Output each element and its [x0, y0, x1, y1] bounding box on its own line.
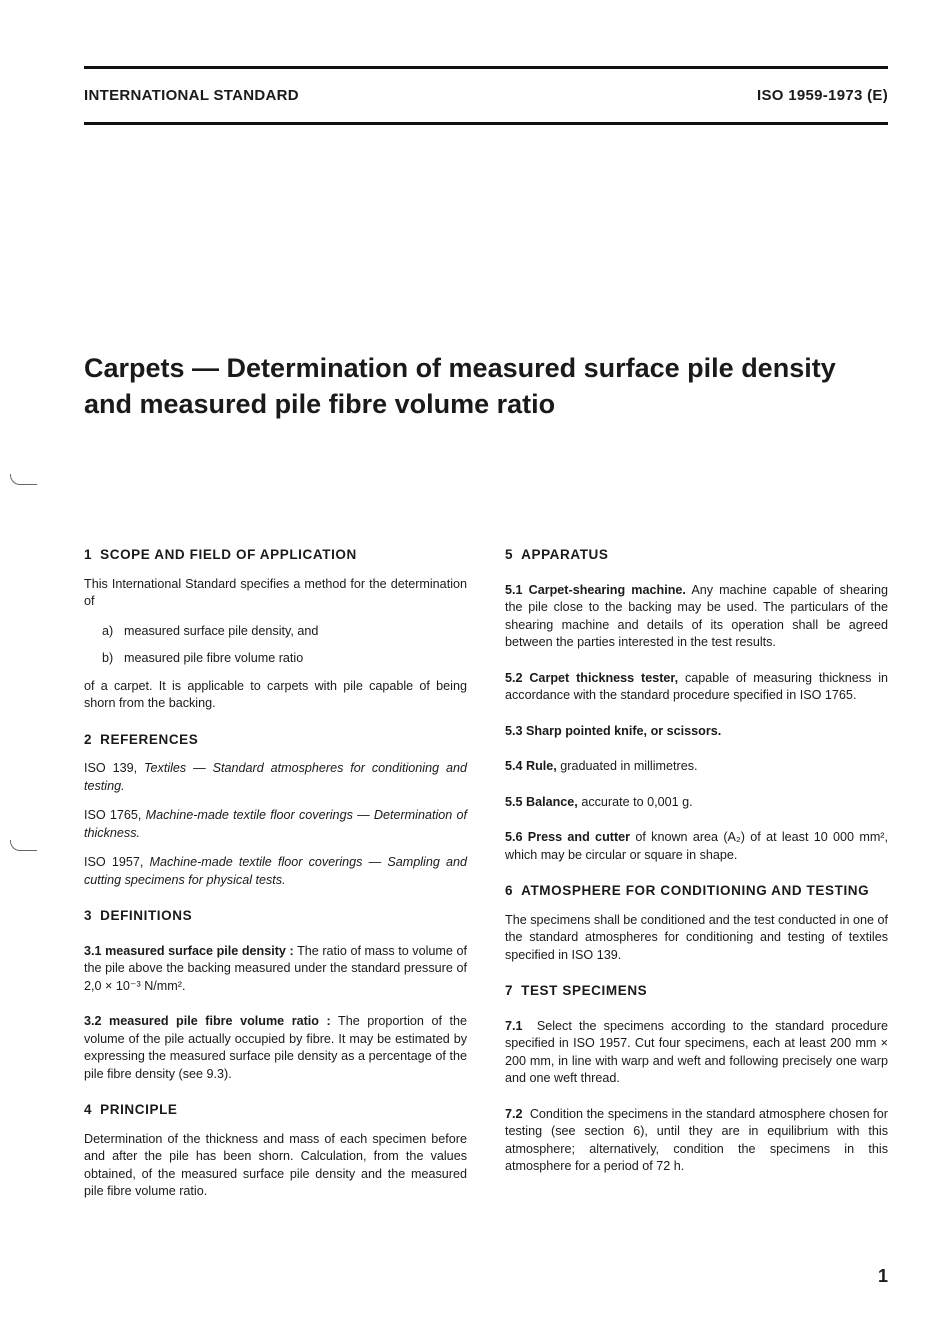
list-item: b) measured pile fibre volume ratio [102, 651, 304, 665]
apparatus-5-4: 5.4 Rule, graduated in millimetres. [505, 759, 698, 773]
section-1-intro: This International Standard specifies a method for the determination of [84, 576, 467, 608]
section-1-heading: 1 SCOPE AND FIELD OF APPLICATION [84, 547, 357, 562]
section-7-heading: 7 TEST SPECIMENS [505, 983, 648, 998]
apparatus-5-6: 5.6 Press and cutter of known area (A₂) of at least 10 000 mm², which may be circular or square in shape. [505, 830, 889, 862]
specimens-7-1: 7.1 Select the specimens according to the standard procedure specified in ISO 1957. Cut four specimens, each at least 200 mm × 200 mm, in line with warp and weft and following precisely one warp and one weft thread. [505, 1018, 889, 1085]
list-item: a) measured surface pile density, and [102, 623, 319, 638]
header-top-rule [84, 66, 888, 69]
definition-3-2: 3.2 measured pile fibre volume ratio : The proportion of the volume of the pile actually occupied by fibre. It may be estimated by expressing the measured surface pile density as a percentage of the pile fibre density (see 9.3). [84, 1014, 467, 1081]
apparatus-5-5: 5.5 Balance, accurate to 0,001 g. [505, 794, 693, 809]
apparatus-5-2: 5.2 Carpet thickness tester, capable of measuring thickness in accordance with the standard procedure specified in ISO 1765. [505, 670, 889, 702]
apparatus-5-1: 5.1 Carpet-shearing machine. Any machine capable of shearing the pile close to the backing may be used. The particulars of the shearing machine and details of its operation shall be agreed between the parties interested in the test results. [505, 582, 888, 649]
reference-iso-1765: ISO 1765, Machine-made textile floor coverings — Determination of thickness. [84, 808, 467, 840]
apparatus-5-3: 5.3 Sharp pointed knife, or scissors. [505, 723, 722, 738]
section-6-text: The specimens shall be conditioned and the test conducted in one of the standard atmospheres for conditioning and testing of textiles specified in ISO 139. [505, 912, 888, 962]
margin-hole-mark [10, 840, 37, 851]
page-number: 1 [877, 1266, 888, 1286]
specimens-7-2: 7.2 Condition the specimens in the standard atmosphere chosen for testing (see section 6), until they are in equilibrium with this atmosphere; alternatively, condition the specimens in this atmosphere for a period of 72 h. [505, 1106, 888, 1173]
header-standard-number: ISO 1959-1973 (E) [756, 87, 888, 104]
definition-3-1: 3.1 measured surface pile density : The ratio of mass to volume of the pile above the backing measured under the standard pressure of 2,0 × 10⁻³ N/mm². [84, 943, 467, 993]
reference-iso-139: ISO 139, Textiles — Standard atmospheres for conditioning and testing. [84, 761, 467, 793]
section-5-heading: 5 APPARATUS [505, 547, 609, 562]
left-column [84, 546, 467, 1213]
section-4-heading: 4 PRINCIPLE [84, 1102, 178, 1117]
margin-hole-mark [10, 474, 37, 485]
title-line-1: Carpets — Determination of measured surface pile density [84, 353, 836, 383]
section-3-heading: 3 DEFINITIONS [84, 908, 193, 923]
section-4-principle: Determination of the thickness and mass of each specimen before and after the pile has been shorn. Calculation, from the values obtained, of the measured surface pile density and the measured pile fibre volume ratio. [84, 1131, 467, 1198]
title-line-2: and measured pile fibre volume ratio [84, 389, 556, 419]
section-2-heading: 2 REFERENCES [84, 731, 199, 747]
section-1-scope: of a carpet. It is applicable to carpets with pile capable of being shorn from the backing. [84, 678, 467, 710]
right-column [505, 546, 888, 1188]
header-standard-type: INTERNATIONAL STANDARD [84, 87, 299, 104]
section-6-heading: 6 ATMOSPHERE FOR CONDITIONING AND TESTING [505, 883, 870, 898]
header-bottom-rule [84, 122, 888, 125]
document-title [84, 350, 884, 422]
reference-iso-1957: ISO 1957, Machine-made textile floor coverings — Sampling and cutting specimens for physical tests. [84, 855, 467, 887]
